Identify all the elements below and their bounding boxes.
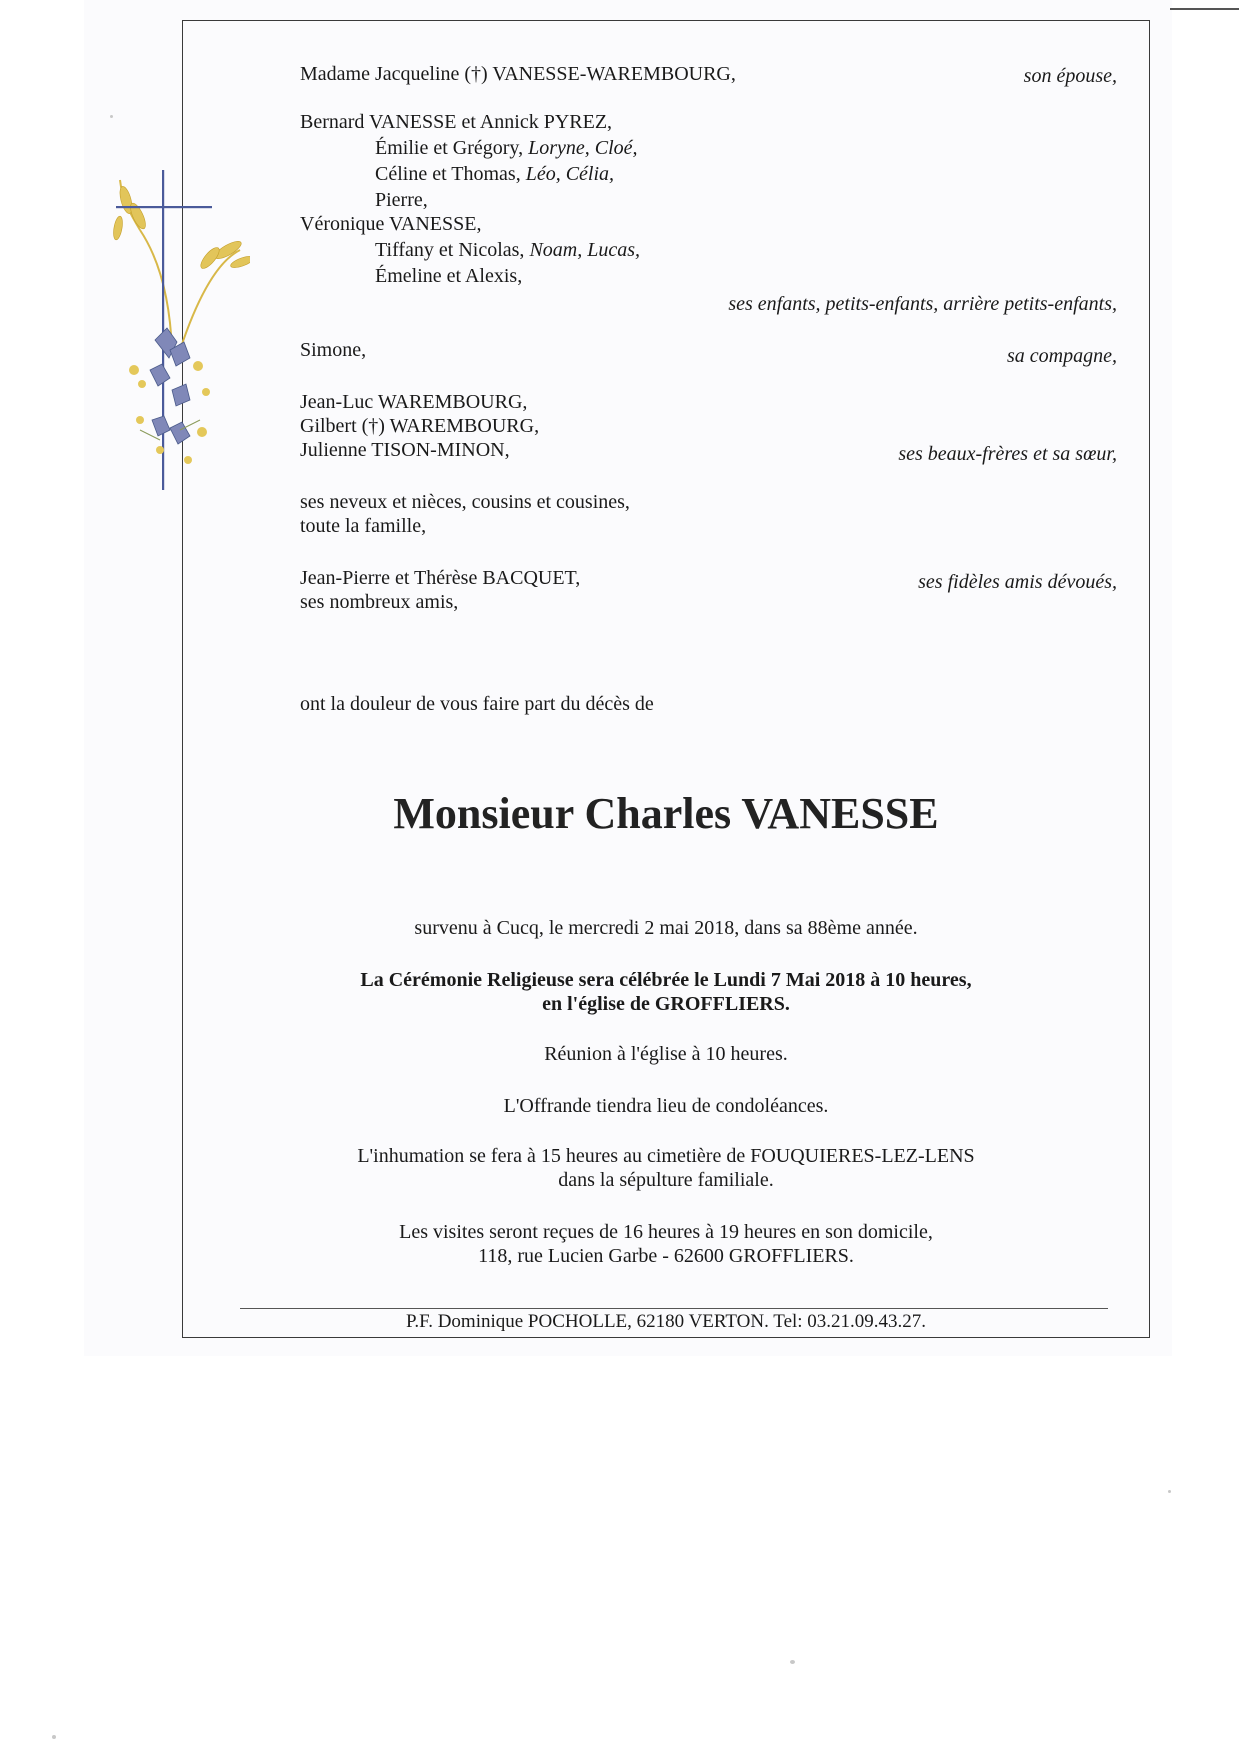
offering-text: L'Offrande tiendra lieu de condoléances. <box>503 1095 829 1117</box>
family-line-gilbert: Gilbert (†) WAREMBOURG, <box>300 415 540 437</box>
family-line-simone: Simone, <box>300 339 367 361</box>
edge-line <box>1170 8 1239 10</box>
relation-friends: ses fidèles amis dévoués, <box>918 571 1117 593</box>
family-line-bacquet: Jean-Pierre et Thérèse BACQUET, <box>300 567 581 589</box>
family-line-celine: Céline et Thomas, Léo, Célia, <box>375 163 615 185</box>
family-line-tiffany: Tiffany et Nicolas, Noam, Lucas, <box>375 239 641 261</box>
funeral-home-footer: P.F. Dominique POCHOLLE, 62180 VERTON. Tel: 03.21.09.43.27. <box>405 1311 927 1332</box>
scan-speck <box>790 1660 795 1664</box>
burial-line-1: L'inhumation se fera à 15 heures au cimetière de FOUQUIERES-LEZ-LENS <box>357 1145 975 1167</box>
relation-companion: sa compagne, <box>1007 345 1117 367</box>
ceremony-line-2: en l'église de GROFFLIERS. <box>542 993 790 1015</box>
family-line-emeline: Émeline et Alexis, <box>375 265 523 287</box>
family-line-julienne: Julienne TISON-MINON, <box>300 439 510 461</box>
relation-spouse: son épouse, <box>1023 65 1117 87</box>
family-line-allfamily: toute la famille, <box>300 515 427 537</box>
family-line-jeanluc: Jean-Luc WAREMBOURG, <box>300 391 528 413</box>
relation-siblings: ses beaux-frères et sa sœur, <box>898 443 1117 465</box>
cross-wheat-illustration <box>110 170 250 550</box>
family-line-nephews: ses neveux et nièces, cousins et cousines, <box>300 491 630 513</box>
family-line-friends: ses nombreux amis, <box>300 591 459 613</box>
family-line-emilie: Émilie et Grégory, Loryne, Cloé, <box>375 137 638 159</box>
relation-children: ses enfants, petits-enfants, arrière petits-enfants, <box>728 293 1117 315</box>
meeting-text: Réunion à l'église à 10 heures. <box>544 1043 788 1065</box>
scan-speck <box>52 1735 56 1739</box>
burial-line-2: dans la sépulture familiale. <box>558 1169 774 1191</box>
scan-speck <box>110 115 113 118</box>
deceased-name: Monsieur Charles VANESSE <box>393 789 939 838</box>
ceremony-line-1: La Cérémonie Religieuse sera célébrée le Lundi 7 Mai 2018 à 10 heures, <box>360 969 972 991</box>
scan-speck <box>1168 1490 1171 1493</box>
death-details: survenu à Cucq, le mercredi 2 mai 2018, dans sa 88ème année. <box>414 917 918 939</box>
visits-line-1: Les visites seront reçues de 16 heures à 19 heures en son domicile, <box>399 1221 933 1243</box>
family-line-pierre: Pierre, <box>375 189 428 211</box>
family-line-veronique: Véronique VANESSE, <box>300 213 482 235</box>
family-line-1: Madame Jacqueline (†) VANESSE-WAREMBOURG, <box>300 63 736 85</box>
family-line-bernard: Bernard VANESSE et Annick PYREZ, <box>300 111 613 133</box>
announcement-text: ont la douleur de vous faire part du décès de <box>300 693 654 715</box>
footer-divider <box>240 1308 1108 1309</box>
visits-line-2: 118, rue Lucien Garbe - 62600 GROFFLIERS. <box>478 1245 854 1267</box>
